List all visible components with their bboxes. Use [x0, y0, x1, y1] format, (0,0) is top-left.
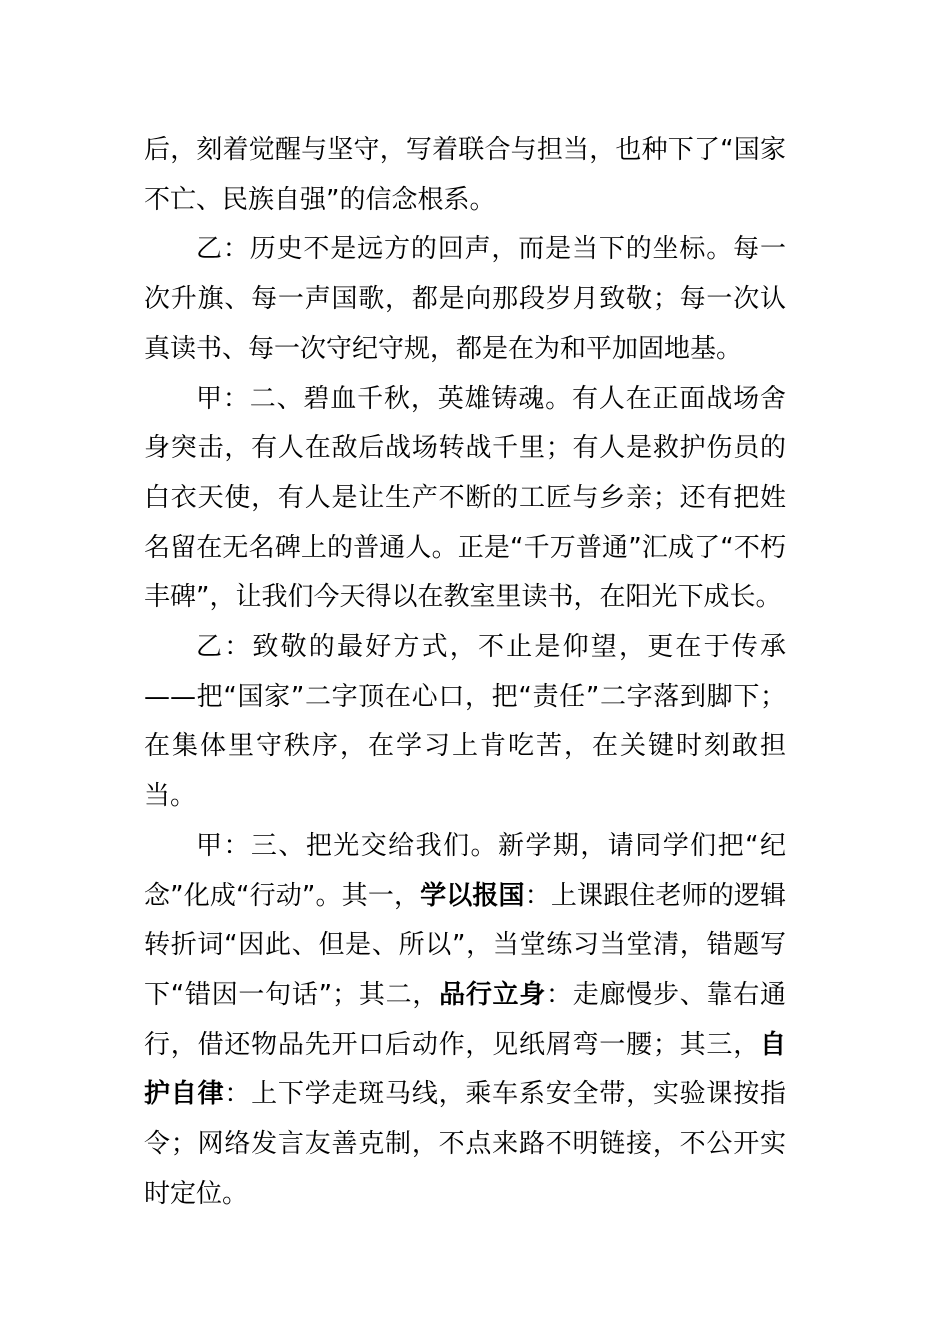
- paragraph-3: [144, 375, 786, 624]
- body-text: [144, 126, 786, 1219]
- paragraph-text: ：上课跟住老师的逻辑转折词“因此、但是、所以”，当堂练习当堂清，错题写下“错因一句话”；其二，: [144, 880, 786, 1010]
- paragraph-2: [144, 225, 786, 374]
- paragraph-1: [144, 126, 786, 225]
- paragraph-text: ：走廊慢步、靠右通行，借还物品先开口后动作，见纸屑弯一腰；其三，: [144, 979, 786, 1060]
- paragraph-5: [144, 822, 786, 1220]
- paragraph-text: ：上下学走斑马线，乘车系安全带，实验课按指令；网络发言友善克制，不点来路不明链接，不公开实时定位。: [144, 1079, 786, 1209]
- paragraph-text: 后，刻着觉醒与坚守，写着联合与担当，也种下了“国家不亡、民族自强”的信念根系。: [144, 135, 786, 215]
- bold-keyword-self-discipline: 自护自律: [144, 1029, 786, 1110]
- paragraph-text: 甲：二、碧血千秋，英雄铸魂。有人在正面战场舍身突击，有人在敌后战场转战千里；有人是救护伤员的白衣天使，有人是让生产不断的工匠与乡亲；还有把姓名留在无名碑上的普通人。正是“千万普通”汇成了“不朽丰碑”，让我们今天得以在教室里读书，在阳光下成长。: [144, 383, 786, 613]
- paragraph-text: 甲：三、把光交给我们。新学期，请同学们把“纪念”化成“行动”。其一，: [144, 830, 786, 911]
- bold-keyword-conduct: 品行立身: [439, 979, 547, 1010]
- bold-keyword-study: 学以报国: [420, 880, 525, 911]
- paragraph-text: 乙：历史不是远方的回声，而是当下的坐标。每一次升旗、每一声国歌，都是向那段岁月致敬；每一次认真读书、每一次守纪守规，都是在为和平加固地基。: [144, 234, 786, 364]
- paragraph-4: [144, 623, 786, 822]
- paragraph-text: 乙：致敬的最好方式，不止是仰望，更在于传承——把“国家”二字顶在心口，把“责任”二字落到脚下；在集体里守秩序，在学习上肯吃苦，在关键时刻敢担当。: [144, 632, 786, 812]
